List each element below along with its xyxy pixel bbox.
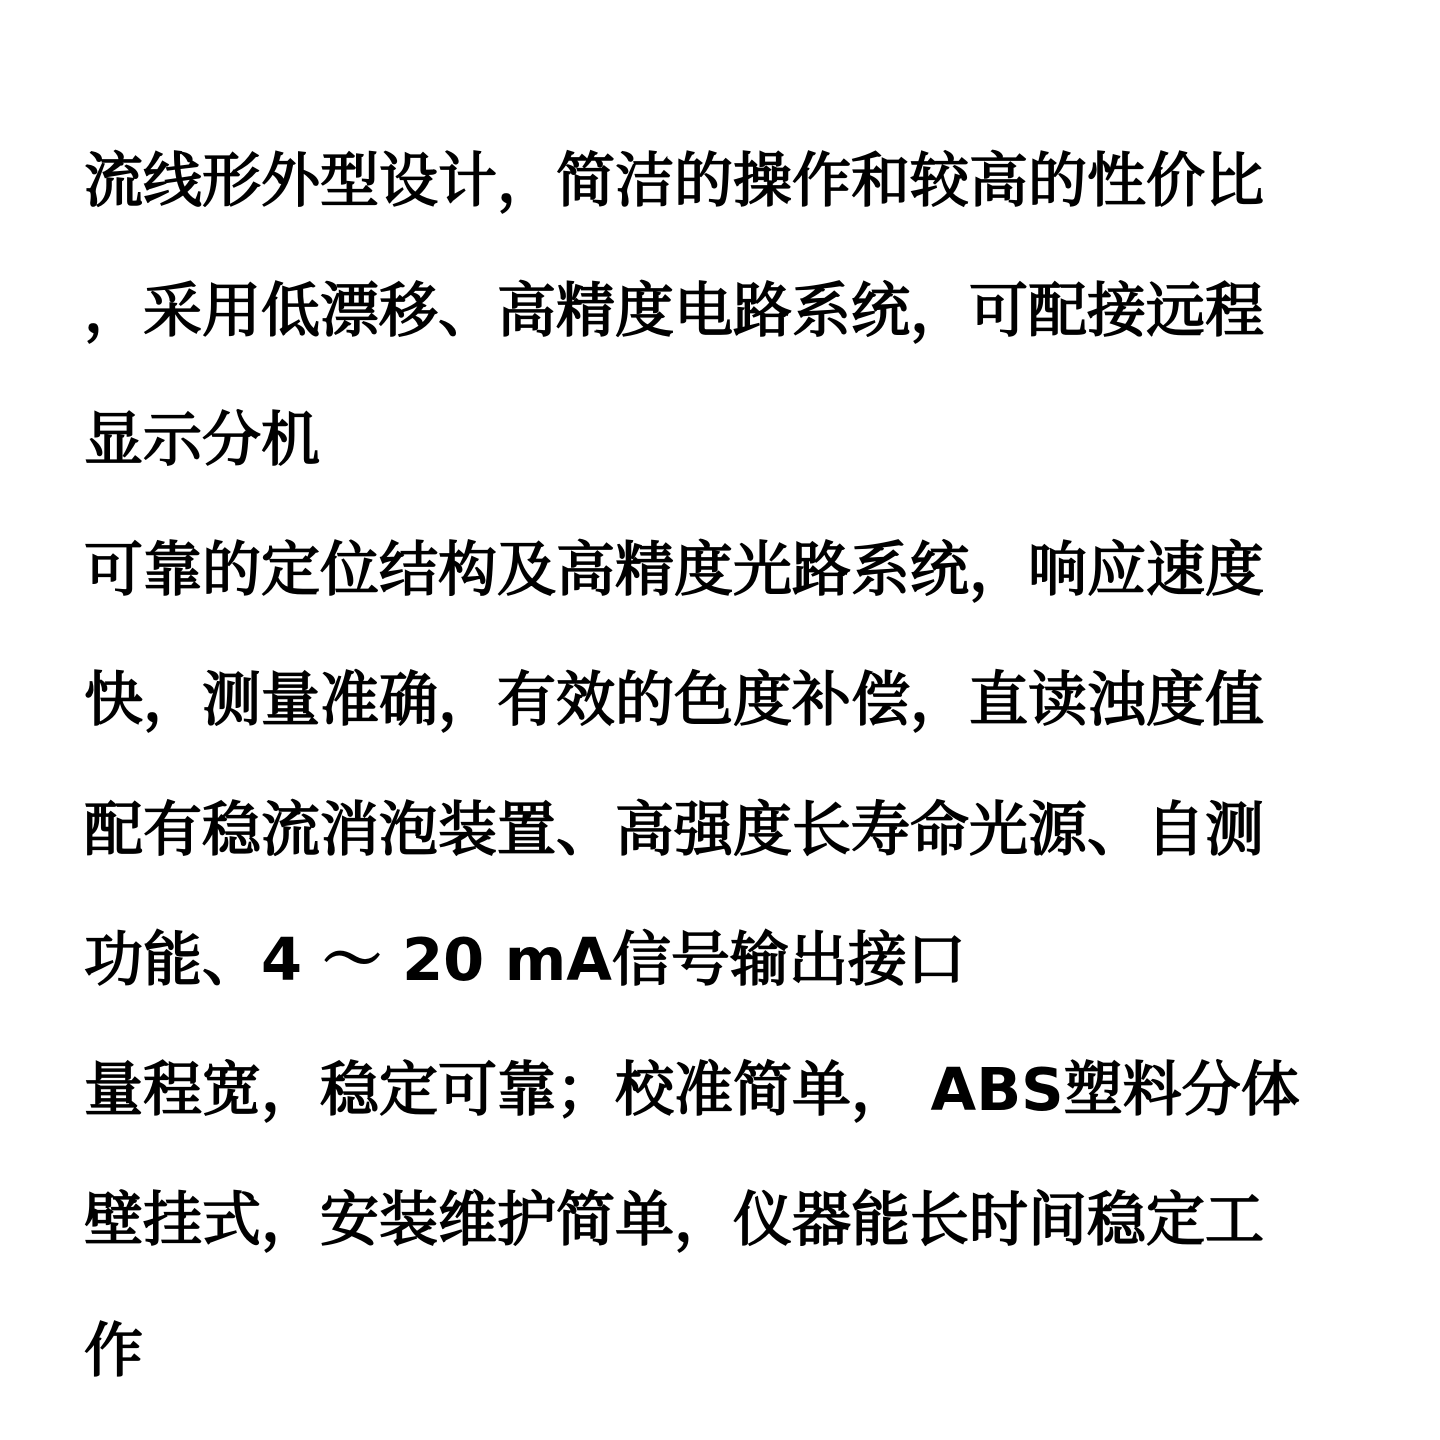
paragraph-2-line-2: 快，测量准确，有效的色度补偿，直读浊度值 — [84, 665, 1265, 734]
paragraph-1-line-1: 流线形外型设计，简洁的操作和较高的性价比 — [84, 146, 1265, 215]
paragraph-3-line-2: 功能、4 ～ 20 mA信号输出接口 — [84, 925, 966, 994]
paragraph-4-line-3: 作 — [84, 1316, 144, 1385]
paragraph-1-line-3: 显示分机 — [84, 405, 321, 474]
paragraph-2-line-1: 可靠的定位结构及高精度光路系统，响应速度 — [84, 535, 1265, 604]
paragraph-4-line-2: 壁挂式，安装维护简单，仪器能长时间稳定工 — [84, 1185, 1265, 1254]
paragraph-1-line-2: ，采用低漂移、高精度电路系统，可配接远程 — [84, 276, 1265, 345]
paragraph-4-line-1: 量程宽，稳定可靠；校准简单， ABS塑料分体 — [84, 1055, 1300, 1124]
paragraph-3-line-1: 配有稳流消泡装置、高强度长寿命光源、自测 — [84, 795, 1265, 864]
